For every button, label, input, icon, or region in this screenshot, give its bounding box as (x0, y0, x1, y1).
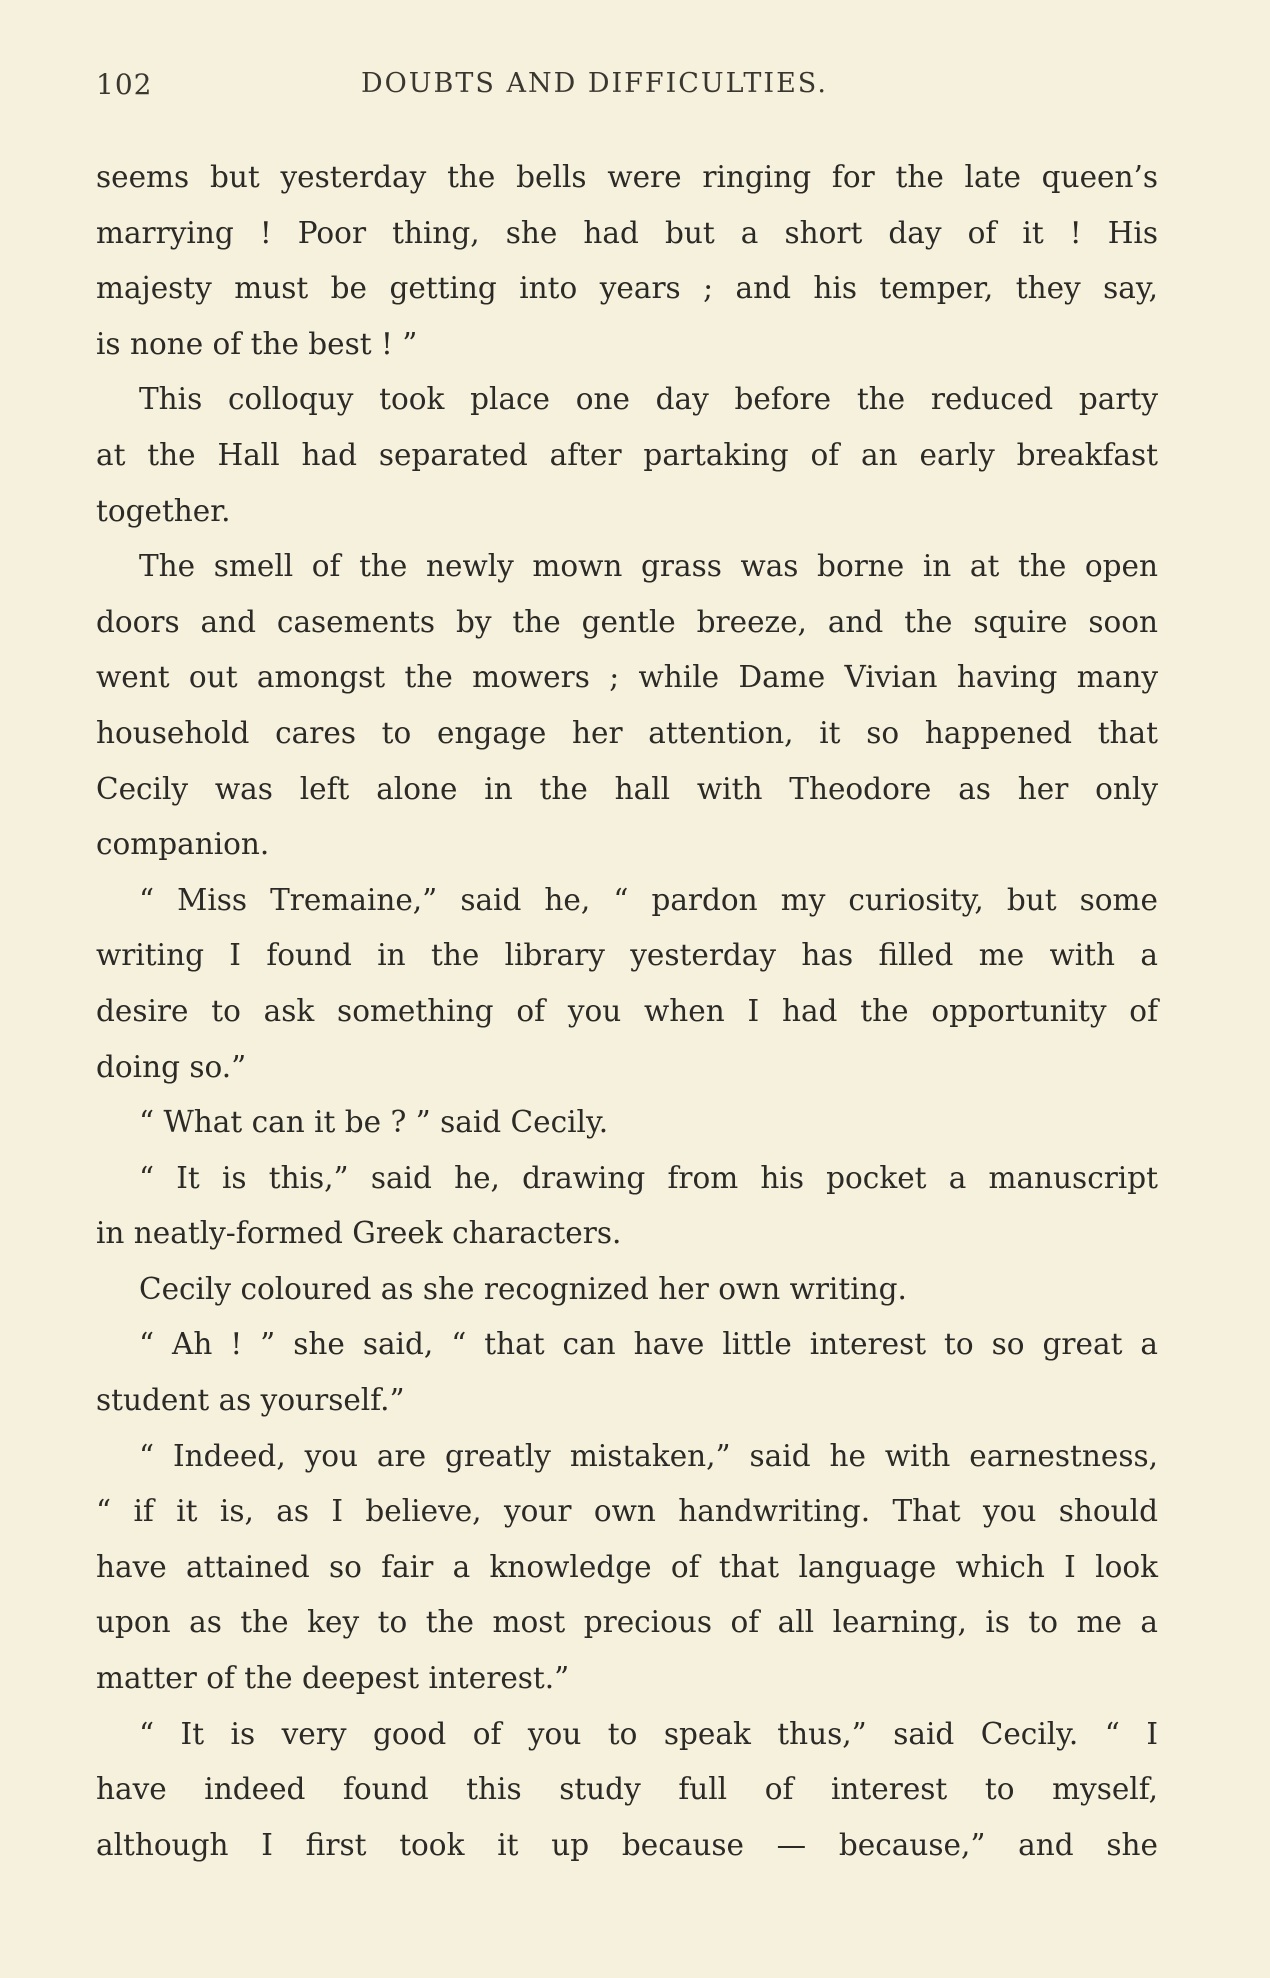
text-line: have indeed found this study full of interest to myself, (96, 1772, 1158, 1807)
text-line: “ Ah ! ” she said, “ that can have little interest to so great a (139, 1327, 1158, 1362)
text-line: companion. (96, 827, 270, 862)
text-line: upon as the key to the most precious of all learning, is to me a (96, 1605, 1158, 1640)
text-line: desire to ask something of you when I had the opportunity of (96, 993, 1158, 1028)
running-header (96, 68, 1158, 118)
page-number: 102 (96, 68, 153, 101)
text-line: This colloquy took place one day before the reduced party (139, 382, 1158, 417)
text-line: matter of the deepest interest.” (96, 1661, 570, 1696)
text-line: “ What can it be ? ” said Cecily. (139, 1105, 609, 1140)
text-line: “ if it is, as I believe, your own handwriting. That you should (96, 1494, 1158, 1529)
text-line: household cares to engage her attention, it so happened that (96, 715, 1158, 750)
text-line: doors and casements by the gentle breeze, and the squire soon (96, 604, 1158, 639)
body-text (96, 150, 1158, 1873)
text-line: together. (96, 493, 231, 528)
text-line: “ It is very good of you to speak thus,” said Cecily. “ I (139, 1716, 1158, 1751)
running-title: DOUBTS AND DIFFICULTIES. (361, 68, 828, 99)
text-line: is none of the best ! ” (96, 326, 418, 361)
text-line: writing I found in the library yesterday has filled me with a (96, 938, 1158, 973)
text-line: seems but yesterday the bells were ringing for the late queen’s (96, 160, 1158, 194)
text-line: “ Miss Tremaine,” said he, “ pardon my curiosity, but some (139, 882, 1158, 917)
text-line: at the Hall had separated after partaking of an early breakfast (96, 437, 1158, 472)
text-line: doing so.” (96, 1049, 247, 1084)
text-line: student as yourself.” (96, 1383, 405, 1418)
text-line: although I first took it up because — because,” and she (96, 1827, 1158, 1862)
text-line: “ Indeed, you are greatly mistaken,” said he with earnestness, (139, 1438, 1158, 1473)
text-line: in neatly-formed Greek characters. (96, 1216, 622, 1251)
text-line: went out amongst the mowers ; while Dame Vivian having many (96, 660, 1158, 695)
text-line: Cecily coloured as she recognized her own writing. (139, 1271, 907, 1306)
text-line: The smell of the newly mown grass was borne in at the open (139, 549, 1158, 584)
text-line: majesty must be getting into years ; and his temper, they say, (96, 271, 1158, 306)
text-line: “ It is this,” said he, drawing from his pocket a manuscript (139, 1160, 1158, 1195)
text-line: marrying ! Poor thing, she had but a short day of it ! His (96, 215, 1158, 250)
text-line: have attained so fair a knowledge of that language which I look (96, 1549, 1158, 1584)
text-line: Cecily was left alone in the hall with Theodore as her only (96, 771, 1158, 806)
